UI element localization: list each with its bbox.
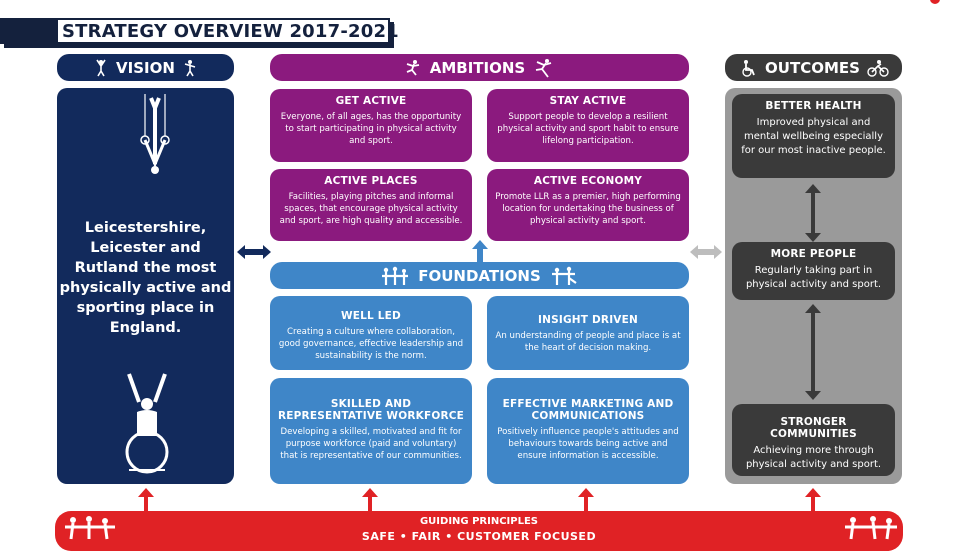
footer-title: GUIDING PRINCIPLES bbox=[419, 516, 539, 527]
footer-subtitle: SAFE • FAIR • CUSTOMER FOCUSED bbox=[361, 530, 597, 543]
outcome-card-more-people bbox=[732, 242, 895, 300]
vision-label: VISION bbox=[116, 58, 175, 77]
outcomes-label: OUTCOMES bbox=[765, 58, 860, 77]
corner-dot bbox=[930, 0, 940, 4]
team-sports-icon bbox=[549, 266, 579, 286]
ambitions-label: AMBITIONS bbox=[429, 58, 526, 77]
card-title: STRONGER COMMUNITIES bbox=[770, 416, 857, 440]
banner-accent bbox=[2, 20, 58, 42]
vision-panel bbox=[57, 88, 234, 484]
card-title: MORE PEOPLE bbox=[770, 248, 857, 260]
outcomes-header bbox=[725, 54, 902, 81]
arrow-up-icon bbox=[578, 488, 594, 512]
cyclist-icon bbox=[868, 59, 888, 77]
vision-line: Leicester and bbox=[90, 240, 201, 256]
vision-statement bbox=[57, 218, 234, 338]
outcome-card-better-health bbox=[732, 94, 895, 178]
card-title: GET ACTIVE bbox=[335, 95, 407, 107]
arrow-up-icon bbox=[362, 488, 378, 512]
vision-header bbox=[57, 54, 234, 81]
foundation-card-marketing bbox=[487, 378, 689, 484]
ambition-card-stay-active bbox=[487, 89, 689, 162]
ambition-card-active-economy bbox=[487, 169, 689, 241]
foundation-card-insight-driven bbox=[487, 296, 689, 370]
arrow-double-horizontal-icon bbox=[237, 244, 271, 260]
outcome-card-stronger-communities bbox=[732, 404, 895, 476]
card-title: ACTIVE PLACES bbox=[324, 175, 418, 187]
ambition-card-get-active bbox=[270, 89, 472, 162]
arrow-double-horizontal-grey-icon bbox=[690, 244, 722, 260]
card-title: ACTIVE ECONOMY bbox=[533, 175, 643, 187]
foundations-label: FOUNDATIONS bbox=[418, 266, 541, 285]
card-title: BETTER HEALTH bbox=[765, 100, 862, 112]
card-body: Regularly taking part in physical activity and sport. bbox=[745, 265, 882, 290]
ambition-card-active-places bbox=[270, 169, 472, 241]
card-body: Improved physical and mental wellbeing especially for our most inactive people. bbox=[741, 117, 886, 156]
card-body: Support people to develop a resilient physical activity and sport habit to ensure lifelong participation. bbox=[497, 112, 679, 146]
card-body: Creating a culture where collaboration, good governance, effective leadership and sustainability is the norm. bbox=[278, 327, 464, 361]
guiding-principles-bar bbox=[55, 511, 903, 551]
card-body: An understanding of people and place is at the heart of decision making. bbox=[495, 331, 681, 353]
vision-line: Leicestershire, bbox=[84, 220, 207, 236]
ambitions-header bbox=[270, 54, 689, 81]
card-title: EFFECTIVE MARKETING AND COMMUNICATIONS bbox=[502, 398, 674, 422]
vision-line: England. bbox=[109, 320, 182, 336]
arrow-double-vertical-icon bbox=[805, 304, 821, 400]
athlete-small-icon bbox=[183, 59, 197, 77]
card-title: INSIGHT DRIVEN bbox=[538, 314, 638, 326]
wheelchair-athlete-icon bbox=[117, 374, 177, 474]
strategy-banner bbox=[0, 18, 399, 44]
arrow-double-vertical-icon bbox=[805, 184, 821, 242]
arrow-up-icon bbox=[138, 488, 154, 512]
arrow-up-icon bbox=[805, 488, 821, 512]
card-body: Positively influence people's attitudes and behaviours towards being active and ensure information is accessible. bbox=[497, 427, 679, 461]
card-body: Everyone, of all ages, has the opportunity to start participating in physical activity and sport. bbox=[280, 112, 462, 146]
vision-line: physically active and bbox=[59, 280, 232, 296]
foundation-card-well-led bbox=[270, 296, 472, 370]
runner-icon bbox=[533, 58, 555, 78]
card-title: SKILLED AND REPRESENTATIVE WORKFORCE bbox=[278, 398, 465, 422]
card-title: WELL LED bbox=[341, 310, 401, 322]
vision-line: Rutland the most bbox=[74, 260, 217, 276]
banner-title: STRATEGY OVERVIEW 2017-2021 bbox=[62, 21, 399, 42]
vision-line: sporting place in bbox=[76, 300, 215, 316]
foundations-header bbox=[270, 262, 689, 289]
card-title: STAY ACTIVE bbox=[549, 95, 627, 107]
gymnast-icon bbox=[135, 94, 175, 204]
card-body: Promote LLR as a premier, high performing location for undertaking the business of physical activity and sport. bbox=[495, 192, 681, 226]
arrow-up-icon bbox=[472, 240, 488, 262]
card-body: Facilities, playing pitches and informal spaces, that encourage physical activity and sport, are high quality and accessible. bbox=[279, 192, 463, 226]
family-group-icon bbox=[380, 266, 410, 286]
wheelchair-icon bbox=[739, 59, 757, 77]
jumper-icon bbox=[404, 59, 422, 77]
gymnast-small-icon bbox=[94, 59, 108, 77]
card-body: Achieving more through physical activity and sport. bbox=[745, 445, 882, 470]
team-sports-icon bbox=[839, 515, 899, 541]
card-body: Developing a skilled, motivated and fit for purpose workforce (paid and voluntary) that is representative of our communities. bbox=[280, 427, 462, 461]
foundation-card-skilled-workforce bbox=[270, 378, 472, 484]
